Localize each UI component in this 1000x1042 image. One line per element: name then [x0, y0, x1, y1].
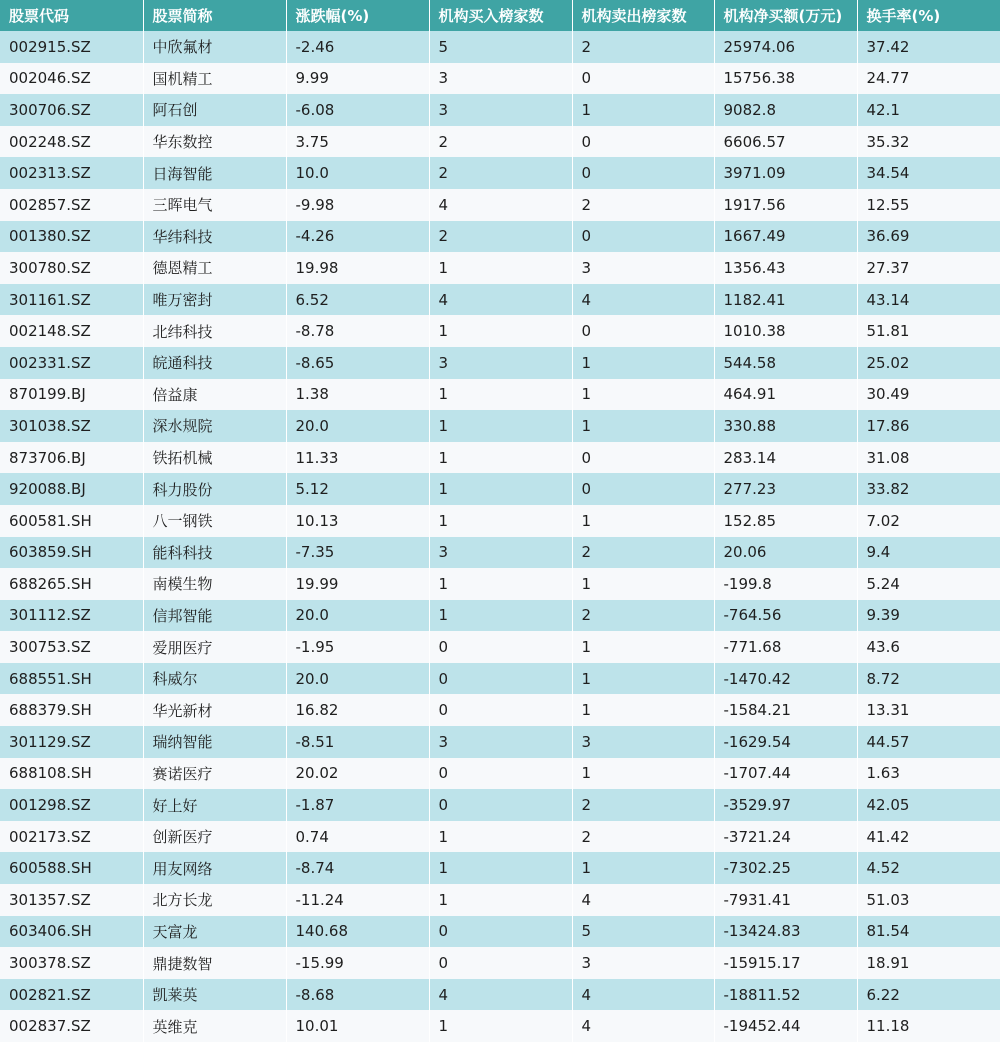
table-row	[0, 126, 1000, 158]
cell-inst-buy-count: 2	[429, 221, 572, 253]
cell-change-pct: 19.98	[286, 252, 429, 284]
cell-stock-code: 002173.SZ	[0, 821, 143, 853]
cell-turnover-rate: 4.52	[857, 852, 1000, 884]
table-row	[0, 694, 1000, 726]
cell-stock-code: 002821.SZ	[0, 979, 143, 1011]
cell-inst-net-buy: 25974.06	[714, 31, 857, 63]
cell-stock-name: 华光新材	[143, 694, 286, 726]
cell-inst-buy-count: 1	[429, 568, 572, 600]
cell-change-pct: 6.52	[286, 284, 429, 316]
cell-stock-name: 鼎捷数智	[143, 947, 286, 979]
cell-inst-buy-count: 1	[429, 473, 572, 505]
cell-stock-code: 002331.SZ	[0, 347, 143, 379]
cell-inst-sell-count: 0	[572, 157, 714, 189]
cell-inst-net-buy: -1584.21	[714, 694, 857, 726]
cell-inst-sell-count: 5	[572, 916, 714, 948]
cell-inst-buy-count: 5	[429, 31, 572, 63]
cell-inst-sell-count: 1	[572, 758, 714, 790]
cell-inst-buy-count: 1	[429, 852, 572, 884]
header-row	[0, 0, 1000, 31]
cell-inst-sell-count: 1	[572, 94, 714, 126]
cell-inst-net-buy: -7931.41	[714, 884, 857, 916]
cell-stock-name: 能科科技	[143, 537, 286, 569]
cell-change-pct: -2.46	[286, 31, 429, 63]
cell-inst-buy-count: 1	[429, 821, 572, 853]
cell-inst-buy-count: 2	[429, 126, 572, 158]
cell-change-pct: 20.0	[286, 663, 429, 695]
table-row	[0, 1010, 1000, 1042]
table-row	[0, 568, 1000, 600]
cell-turnover-rate: 51.03	[857, 884, 1000, 916]
cell-turnover-rate: 6.22	[857, 979, 1000, 1011]
table-row	[0, 852, 1000, 884]
cell-turnover-rate: 43.14	[857, 284, 1000, 316]
cell-stock-name: 南模生物	[143, 568, 286, 600]
cell-stock-code: 002046.SZ	[0, 63, 143, 95]
cell-inst-buy-count: 4	[429, 189, 572, 221]
cell-inst-net-buy: -1707.44	[714, 758, 857, 790]
cell-stock-name: 华纬科技	[143, 221, 286, 253]
table-row	[0, 758, 1000, 790]
cell-stock-name: 英维克	[143, 1010, 286, 1042]
cell-change-pct: 9.99	[286, 63, 429, 95]
cell-stock-code: 603406.SH	[0, 916, 143, 948]
cell-inst-sell-count: 2	[572, 821, 714, 853]
cell-stock-name: 三晖电气	[143, 189, 286, 221]
cell-inst-net-buy: -3529.97	[714, 789, 857, 821]
cell-stock-name: 唯万密封	[143, 284, 286, 316]
cell-inst-net-buy: -19452.44	[714, 1010, 857, 1042]
cell-stock-code: 301357.SZ	[0, 884, 143, 916]
cell-inst-buy-count: 0	[429, 758, 572, 790]
cell-inst-net-buy: -1629.54	[714, 726, 857, 758]
cell-inst-sell-count: 1	[572, 505, 714, 537]
cell-turnover-rate: 42.1	[857, 94, 1000, 126]
cell-inst-net-buy: -771.68	[714, 631, 857, 663]
table-row	[0, 505, 1000, 537]
cell-turnover-rate: 51.81	[857, 315, 1000, 347]
cell-stock-code: 300753.SZ	[0, 631, 143, 663]
table-row	[0, 537, 1000, 569]
cell-stock-code: 301038.SZ	[0, 410, 143, 442]
cell-inst-sell-count: 2	[572, 600, 714, 632]
cell-stock-name: 倍益康	[143, 379, 286, 411]
cell-stock-name: 北纬科技	[143, 315, 286, 347]
cell-stock-code: 301129.SZ	[0, 726, 143, 758]
cell-change-pct: -8.68	[286, 979, 429, 1011]
header-change-pct: 涨跌幅(%)	[286, 0, 429, 31]
table-row	[0, 410, 1000, 442]
cell-stock-name: 科力股份	[143, 473, 286, 505]
cell-stock-code: 688108.SH	[0, 758, 143, 790]
cell-inst-net-buy: -199.8	[714, 568, 857, 600]
table-row	[0, 663, 1000, 695]
cell-turnover-rate: 25.02	[857, 347, 1000, 379]
cell-inst-sell-count: 1	[572, 347, 714, 379]
cell-inst-buy-count: 1	[429, 315, 572, 347]
cell-turnover-rate: 43.6	[857, 631, 1000, 663]
cell-stock-code: 600588.SH	[0, 852, 143, 884]
cell-stock-code: 873706.BJ	[0, 442, 143, 474]
cell-stock-code: 300780.SZ	[0, 252, 143, 284]
table-row	[0, 631, 1000, 663]
cell-inst-net-buy: -764.56	[714, 600, 857, 632]
cell-turnover-rate: 37.42	[857, 31, 1000, 63]
cell-inst-sell-count: 3	[572, 726, 714, 758]
cell-stock-name: 日海智能	[143, 157, 286, 189]
table-row	[0, 221, 1000, 253]
cell-stock-name: 德恩精工	[143, 252, 286, 284]
cell-stock-name: 用友网络	[143, 852, 286, 884]
cell-change-pct: 1.38	[286, 379, 429, 411]
cell-stock-code: 002148.SZ	[0, 315, 143, 347]
cell-turnover-rate: 44.57	[857, 726, 1000, 758]
cell-stock-name: 八一钢铁	[143, 505, 286, 537]
cell-stock-code: 688551.SH	[0, 663, 143, 695]
cell-change-pct: -8.51	[286, 726, 429, 758]
table-row	[0, 947, 1000, 979]
cell-inst-net-buy: 20.06	[714, 537, 857, 569]
cell-turnover-rate: 42.05	[857, 789, 1000, 821]
cell-stock-code: 688265.SH	[0, 568, 143, 600]
cell-inst-sell-count: 0	[572, 442, 714, 474]
cell-inst-buy-count: 3	[429, 726, 572, 758]
table-row	[0, 284, 1000, 316]
cell-inst-sell-count: 2	[572, 31, 714, 63]
cell-stock-name: 凯莱英	[143, 979, 286, 1011]
cell-stock-name: 好上好	[143, 789, 286, 821]
table-row	[0, 31, 1000, 63]
cell-stock-code: 600581.SH	[0, 505, 143, 537]
cell-stock-code: 002915.SZ	[0, 31, 143, 63]
cell-inst-sell-count: 4	[572, 884, 714, 916]
cell-change-pct: 20.0	[286, 600, 429, 632]
cell-turnover-rate: 13.31	[857, 694, 1000, 726]
cell-change-pct: -4.26	[286, 221, 429, 253]
cell-inst-sell-count: 1	[572, 631, 714, 663]
cell-inst-sell-count: 0	[572, 63, 714, 95]
cell-inst-sell-count: 4	[572, 979, 714, 1011]
cell-inst-sell-count: 2	[572, 789, 714, 821]
cell-stock-name: 国机精工	[143, 63, 286, 95]
cell-inst-buy-count: 0	[429, 789, 572, 821]
cell-inst-sell-count: 1	[572, 379, 714, 411]
cell-change-pct: -1.95	[286, 631, 429, 663]
cell-stock-name: 铁拓机械	[143, 442, 286, 474]
cell-stock-code: 300378.SZ	[0, 947, 143, 979]
cell-turnover-rate: 5.24	[857, 568, 1000, 600]
cell-turnover-rate: 7.02	[857, 505, 1000, 537]
table-row	[0, 442, 1000, 474]
table-row	[0, 379, 1000, 411]
cell-inst-buy-count: 1	[429, 442, 572, 474]
cell-stock-name: 皖通科技	[143, 347, 286, 379]
cell-inst-net-buy: -3721.24	[714, 821, 857, 853]
cell-inst-buy-count: 1	[429, 252, 572, 284]
cell-turnover-rate: 12.55	[857, 189, 1000, 221]
table-row	[0, 94, 1000, 126]
cell-stock-name: 天富龙	[143, 916, 286, 948]
cell-inst-sell-count: 1	[572, 568, 714, 600]
cell-inst-net-buy: 277.23	[714, 473, 857, 505]
table-row	[0, 979, 1000, 1011]
cell-inst-net-buy: 152.85	[714, 505, 857, 537]
cell-inst-net-buy: 1667.49	[714, 221, 857, 253]
table-row	[0, 189, 1000, 221]
cell-turnover-rate: 24.77	[857, 63, 1000, 95]
cell-inst-buy-count: 2	[429, 157, 572, 189]
table-body	[0, 31, 1000, 1042]
cell-inst-sell-count: 0	[572, 473, 714, 505]
cell-inst-sell-count: 3	[572, 947, 714, 979]
cell-change-pct: -9.98	[286, 189, 429, 221]
cell-inst-buy-count: 0	[429, 916, 572, 948]
cell-inst-sell-count: 0	[572, 315, 714, 347]
cell-inst-buy-count: 1	[429, 379, 572, 411]
cell-inst-sell-count: 4	[572, 284, 714, 316]
cell-inst-buy-count: 0	[429, 631, 572, 663]
cell-inst-net-buy: 464.91	[714, 379, 857, 411]
table-row	[0, 473, 1000, 505]
table-header	[0, 0, 1000, 31]
cell-inst-net-buy: -15915.17	[714, 947, 857, 979]
cell-inst-buy-count: 1	[429, 884, 572, 916]
table-row	[0, 315, 1000, 347]
cell-change-pct: 10.13	[286, 505, 429, 537]
cell-inst-buy-count: 3	[429, 63, 572, 95]
cell-inst-buy-count: 0	[429, 663, 572, 695]
cell-inst-sell-count: 2	[572, 537, 714, 569]
cell-change-pct: 3.75	[286, 126, 429, 158]
cell-turnover-rate: 41.42	[857, 821, 1000, 853]
cell-change-pct: 20.02	[286, 758, 429, 790]
cell-change-pct: -8.74	[286, 852, 429, 884]
cell-change-pct: -6.08	[286, 94, 429, 126]
cell-inst-buy-count: 3	[429, 347, 572, 379]
cell-stock-name: 北方长龙	[143, 884, 286, 916]
cell-stock-code: 002248.SZ	[0, 126, 143, 158]
cell-stock-name: 爱朋医疗	[143, 631, 286, 663]
header-stock-code: 股票代码	[0, 0, 143, 31]
cell-turnover-rate: 9.4	[857, 537, 1000, 569]
cell-turnover-rate: 17.86	[857, 410, 1000, 442]
cell-change-pct: -15.99	[286, 947, 429, 979]
cell-inst-net-buy: -7302.25	[714, 852, 857, 884]
header-inst-buy-count: 机构买入榜家数	[429, 0, 572, 31]
table-row	[0, 600, 1000, 632]
cell-stock-code: 002837.SZ	[0, 1010, 143, 1042]
cell-inst-net-buy: 1010.38	[714, 315, 857, 347]
cell-inst-buy-count: 3	[429, 94, 572, 126]
cell-change-pct: 19.99	[286, 568, 429, 600]
table-row	[0, 726, 1000, 758]
cell-inst-net-buy: 1182.41	[714, 284, 857, 316]
cell-turnover-rate: 8.72	[857, 663, 1000, 695]
cell-stock-name: 赛诺医疗	[143, 758, 286, 790]
header-inst-net-buy: 机构净买额(万元)	[714, 0, 857, 31]
cell-stock-code: 300706.SZ	[0, 94, 143, 126]
cell-stock-code: 688379.SH	[0, 694, 143, 726]
table-row	[0, 821, 1000, 853]
cell-turnover-rate: 35.32	[857, 126, 1000, 158]
cell-stock-code: 301161.SZ	[0, 284, 143, 316]
cell-inst-net-buy: -13424.83	[714, 916, 857, 948]
cell-stock-name: 瑞纳智能	[143, 726, 286, 758]
cell-inst-net-buy: -1470.42	[714, 663, 857, 695]
cell-inst-sell-count: 2	[572, 189, 714, 221]
cell-change-pct: -1.87	[286, 789, 429, 821]
cell-stock-code: 001298.SZ	[0, 789, 143, 821]
cell-turnover-rate: 18.91	[857, 947, 1000, 979]
cell-inst-net-buy: 9082.8	[714, 94, 857, 126]
cell-change-pct: 11.33	[286, 442, 429, 474]
cell-inst-net-buy: 3971.09	[714, 157, 857, 189]
cell-inst-net-buy: 283.14	[714, 442, 857, 474]
cell-turnover-rate: 31.08	[857, 442, 1000, 474]
cell-inst-net-buy: 1356.43	[714, 252, 857, 284]
cell-turnover-rate: 36.69	[857, 221, 1000, 253]
cell-inst-sell-count: 0	[572, 221, 714, 253]
table-row	[0, 157, 1000, 189]
cell-inst-buy-count: 1	[429, 505, 572, 537]
cell-stock-code: 001380.SZ	[0, 221, 143, 253]
cell-inst-buy-count: 1	[429, 410, 572, 442]
cell-inst-buy-count: 1	[429, 1010, 572, 1042]
table-row	[0, 252, 1000, 284]
header-turnover-rate: 换手率(%)	[857, 0, 1000, 31]
cell-stock-name: 科威尔	[143, 663, 286, 695]
cell-inst-buy-count: 0	[429, 947, 572, 979]
cell-inst-buy-count: 0	[429, 694, 572, 726]
cell-change-pct: -8.65	[286, 347, 429, 379]
cell-inst-net-buy: 15756.38	[714, 63, 857, 95]
cell-inst-buy-count: 3	[429, 537, 572, 569]
cell-stock-name: 创新医疗	[143, 821, 286, 853]
cell-turnover-rate: 9.39	[857, 600, 1000, 632]
cell-turnover-rate: 11.18	[857, 1010, 1000, 1042]
cell-change-pct: -8.78	[286, 315, 429, 347]
cell-inst-net-buy: 1917.56	[714, 189, 857, 221]
cell-stock-name: 华东数控	[143, 126, 286, 158]
cell-change-pct: 10.01	[286, 1010, 429, 1042]
cell-stock-name: 阿石创	[143, 94, 286, 126]
cell-inst-net-buy: 544.58	[714, 347, 857, 379]
cell-stock-code: 002313.SZ	[0, 157, 143, 189]
cell-stock-code: 301112.SZ	[0, 600, 143, 632]
cell-stock-code: 870199.BJ	[0, 379, 143, 411]
cell-stock-code: 002857.SZ	[0, 189, 143, 221]
cell-change-pct: 140.68	[286, 916, 429, 948]
cell-change-pct: 10.0	[286, 157, 429, 189]
cell-stock-code: 603859.SH	[0, 537, 143, 569]
table-row	[0, 63, 1000, 95]
cell-turnover-rate: 30.49	[857, 379, 1000, 411]
cell-change-pct: 20.0	[286, 410, 429, 442]
cell-turnover-rate: 1.63	[857, 758, 1000, 790]
cell-stock-name: 中欣氟材	[143, 31, 286, 63]
table-row	[0, 789, 1000, 821]
cell-inst-sell-count: 1	[572, 410, 714, 442]
cell-stock-name: 深水规院	[143, 410, 286, 442]
cell-stock-code: 920088.BJ	[0, 473, 143, 505]
cell-inst-net-buy: 6606.57	[714, 126, 857, 158]
cell-inst-net-buy: 330.88	[714, 410, 857, 442]
cell-turnover-rate: 33.82	[857, 473, 1000, 505]
cell-inst-buy-count: 4	[429, 284, 572, 316]
cell-inst-sell-count: 1	[572, 852, 714, 884]
cell-change-pct: -7.35	[286, 537, 429, 569]
header-stock-name: 股票简称	[143, 0, 286, 31]
table-row	[0, 884, 1000, 916]
cell-inst-net-buy: -18811.52	[714, 979, 857, 1011]
table-row	[0, 347, 1000, 379]
cell-inst-sell-count: 4	[572, 1010, 714, 1042]
cell-change-pct: 0.74	[286, 821, 429, 853]
cell-inst-sell-count: 1	[572, 663, 714, 695]
table-row	[0, 916, 1000, 948]
cell-turnover-rate: 27.37	[857, 252, 1000, 284]
cell-inst-sell-count: 3	[572, 252, 714, 284]
header-inst-sell-count: 机构卖出榜家数	[572, 0, 714, 31]
cell-turnover-rate: 34.54	[857, 157, 1000, 189]
cell-change-pct: 5.12	[286, 473, 429, 505]
cell-inst-sell-count: 0	[572, 126, 714, 158]
cell-inst-sell-count: 1	[572, 694, 714, 726]
cell-inst-buy-count: 1	[429, 600, 572, 632]
cell-stock-name: 信邦智能	[143, 600, 286, 632]
cell-inst-buy-count: 4	[429, 979, 572, 1011]
cell-change-pct: -11.24	[286, 884, 429, 916]
cell-turnover-rate: 81.54	[857, 916, 1000, 948]
cell-change-pct: 16.82	[286, 694, 429, 726]
